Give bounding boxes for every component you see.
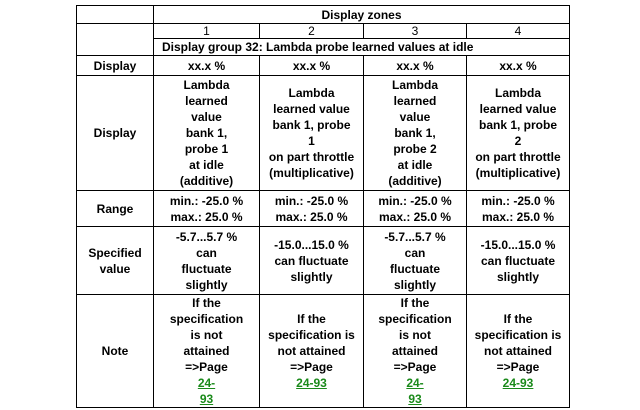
page-link-cont[interactable]: 93	[408, 392, 422, 406]
display-group-table	[76, 5, 570, 408]
row-label-specified-value: Specified value	[77, 227, 154, 295]
display-format-cell: xx.x %	[467, 56, 570, 76]
range-cell-4: min.: -25.0 % max.: 25.0 %	[467, 191, 570, 227]
note-cell-3: If the specification is not attained =>Page 24- 93	[364, 295, 467, 408]
display-format-cell: xx.x %	[260, 56, 364, 76]
row-label-display-desc: Display	[77, 76, 154, 191]
specified-cell-1: -5.7...5.7 % can fluctuate slightly	[154, 227, 260, 295]
specified-cell-2: -15.0...15.0 % can fluctuate slightly	[260, 227, 364, 295]
range-cell-1: min.: -25.0 % max.: 25.0 %	[154, 191, 260, 227]
zone-1-number: 1	[154, 24, 260, 39]
page-link-cont[interactable]: 93	[199, 392, 214, 406]
specified-cell-4: -15.0...15.0 % can fluctuate slightly	[467, 227, 570, 295]
page-link[interactable]: 24-93	[502, 376, 534, 390]
row-label-display: Display	[77, 56, 154, 76]
note-cell-4: If the specification is not attained =>Page 24-93	[467, 295, 570, 408]
range-cell-3: min.: -25.0 % max.: 25.0 %	[364, 191, 467, 227]
specified-cell-3: -5.7...5.7 % can fluctuate slightly	[364, 227, 467, 295]
note-cell-2: If the specification is not attained =>Page 24-93	[260, 295, 364, 408]
display-desc-cell-1: Lambda learned value bank 1, probe 1 at idle (additive)	[154, 76, 260, 191]
zone-4-number: 4	[467, 24, 570, 39]
corner-cell-2	[77, 24, 154, 56]
page-link[interactable]: 24-93	[296, 376, 327, 390]
zone-3-number: 3	[364, 24, 467, 39]
display-desc-cell-4: Lambda learned value bank 1, probe 2 on part throttle (multiplicative)	[467, 76, 570, 191]
display-desc-cell-2: Lambda learned value bank 1, probe 1 on part throttle (multiplicative)	[260, 76, 364, 191]
display-format-cell: xx.x %	[154, 56, 260, 76]
zone-2-number: 2	[260, 24, 364, 39]
display-group-title: Display group 32: Lambda probe learned values at idle	[154, 39, 570, 56]
display-zones-header: Display zones	[154, 6, 570, 24]
row-label-range: Range	[77, 191, 154, 227]
row-label-note: Note	[77, 295, 154, 408]
corner-cell	[77, 6, 154, 24]
range-cell-2: min.: -25.0 % max.: 25.0 %	[260, 191, 364, 227]
page-link[interactable]: 24-	[197, 376, 216, 390]
display-format-cell: xx.x %	[364, 56, 467, 76]
page-link[interactable]: 24-	[406, 376, 424, 390]
display-desc-cell-3: Lambda learned value bank 1, probe 2 at idle (additive)	[364, 76, 467, 191]
note-cell-1: If the specification is not attained =>Page 24- 93	[154, 295, 260, 408]
